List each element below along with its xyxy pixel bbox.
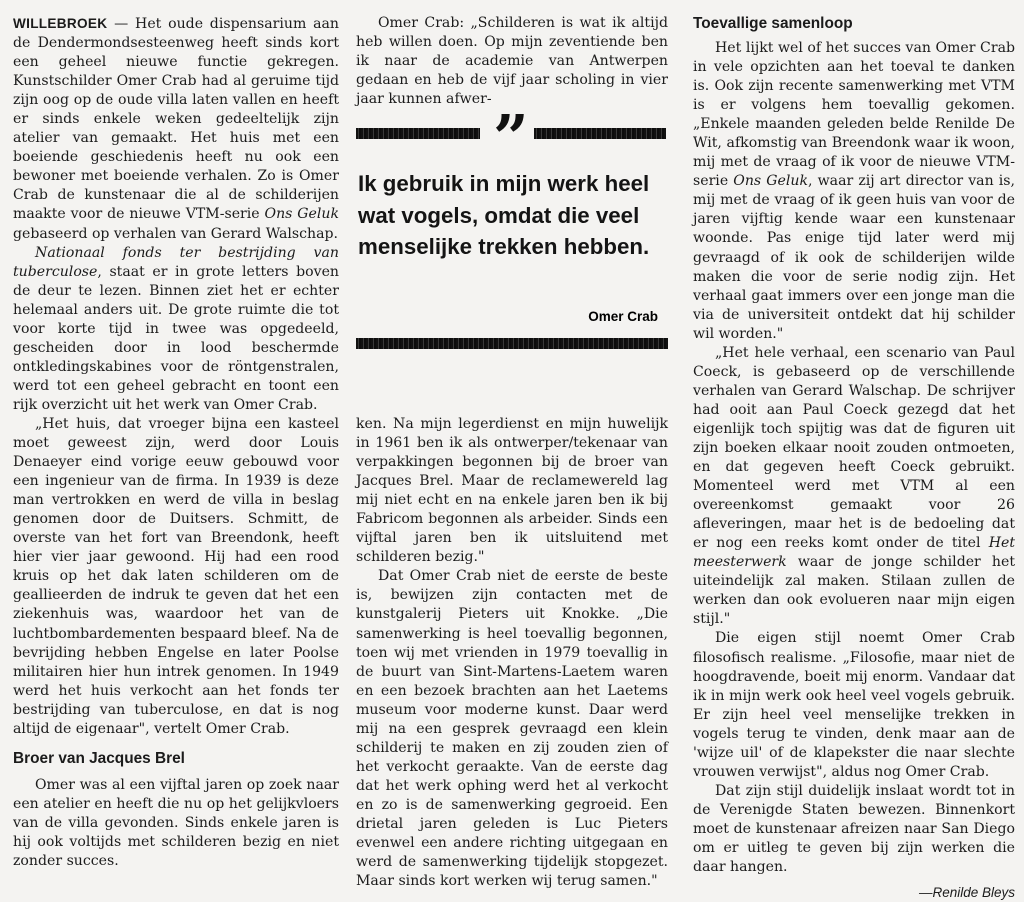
paragraph: Omer Crab: „Schilderen is wat ik altijd heb willen doen. Op mijn zeventiende ben ik naar de academie van Antwerpen gedaan en heb de vijf jaar scholing in vier jaar kunnen afwer- xyxy=(356,15,668,108)
quote-mark-icon: ” xyxy=(493,101,529,174)
paragraph: Die eigen stijl noemt Omer Crab filosofisch realisme. „Filosofie, maar niet de hoogdravende, boeit mij enorm. Vandaar dat ik in mijn werk ook heel veel vogels gebruik. Er zijn heel veel menselijke trekken in vogels terug te vinden, denk maar aan de 'wijze uil' of de klapekster die naar slechte vrouwen verwijst", aldus nog Omer Crab. xyxy=(693,630,1015,780)
subheading: Broer van Jacques Brel xyxy=(13,749,185,767)
paragraph: „Het huis, dat vroeger bijna een kasteel moet geweest zijn, werd door Louis Denaeyer eind vorige eeuw gebouwd voor een ingenieur van de firma. In 1939 is deze man vertrokken en werd de villa in beslag genomen door de Duitsers. Schmitt, de overste van het fort van Breendonk, heeft hier vier jaar gewoond. Hij had een rood kruis op het dak laten schilderen om de geallieerden de indruk te geven dat het een ziekenhuis was, waardoor het van de luchtbombardementen bespaard bleef. Na de bevrijding hebben Engelse en later Poolse militairen hier hun intrek genomen. In 1949 werd het huis verkocht aan het fonds ter bestrijding van tuberculose, en dat is nog altijd de eigenaar", vertelt Omer Crab. xyxy=(13,415,339,737)
article-column-1 xyxy=(13,14,339,871)
decorative-bar xyxy=(356,128,480,139)
dateline: WILLEBROEK xyxy=(13,16,108,31)
decorative-bar xyxy=(534,128,666,139)
paragraph: Nationaal fonds ter bestrijding van tuberculose, staat er in grote letters boven de deur te lezen. Binnen ziet het er echter helemaal anders uit. De grote ruimte die tot voor korte tijd in twee was opgedeeld, gescheiden door in lood beschermde ontkledingskabines voor de röntgenstralen, werd tot een geheel gebracht en toont een rijk overzicht uit het werk van Omer Crab. xyxy=(13,244,339,413)
subheading: Toevallige samenloop xyxy=(693,15,853,32)
pull-quote-text: Ik gebruik in mijn werk heel wat vogels, omdat die veel menselijke trekken hebben. xyxy=(358,171,650,259)
decorative-bar xyxy=(356,338,668,349)
pull-quote-author: Omer Crab xyxy=(588,309,658,324)
lead-paragraph: WILLEBROEK — Het oude dispensarium aan de Dendermondsesteenweg heeft sinds kort een geheel nieuwe functie gekregen. Kunstschilder Omer Crab had al geruime tijd zijn oog op de oude villa laten vallen en heeft er sinds enkele weken gedeeltelijk zijn atelier van gemaakt. Het huis met een boeiende geschiedenis heeft nu ook een bewoner met boeiende verhalen. Zo is Omer Crab de kunstenaar die al de schilderijen maakte voor de nieuwe VTM-serie Ons Geluk gebaseerd op verhalen van Gerard Walschap. xyxy=(13,16,339,242)
author-signature: —Renilde Bleys xyxy=(918,885,1015,901)
article-column-3 xyxy=(693,14,1015,902)
paragraph: „Het hele verhaal, een scenario van Paul Coeck, is gebaseerd op de verschillende verhalen van Gerard Walschap. De schrijver had ooit aan Paul Coeck gezegd dat het eigenlijk toch spijtig was dat de figuren uit zijn boeken elkaar nooit zouden ontmoeten, en dat gegeven heeft Coeck gebruikt. Momenteel werd met VTM al een overeenkomst gemaakt voor 26 afleveringen, maar het is de bedoeling dat er nog een reeks komt onder de titel Het meesterwerk waar de jonge schilder het uiteindelijk zal maken. Stilaan zullen de werken dan ook evolueren naar mijn eigen stijl." xyxy=(693,344,1015,628)
paragraph: Omer was al een vijftal jaren op zoek naar een atelier en heeft die nu op het gelijkvloers van de villa gevonden. Sinds enkele jaren is hij ook voltijds met schilderen bezig en niet zonder succes. xyxy=(13,776,339,869)
article-column-2-top xyxy=(356,14,668,109)
paragraph: Het lijkt wel of het succes van Omer Crab in vele opzichten aan het toeval te danken is. Ook zijn recente samenwerking met VTM is er volgens hem toevallig gekomen. „Enkele maanden geleden belde Renilde De Wit, afkomstig van Breendonk waar ik woon, mij met de vraag of ik voor de nieuwe VTM-serie Ons Geluk, waar zij art director van is, mij met de vraag of ik geen huis van voor de jaren vijftig kende waar een kunstenaar woonde. Pas enige tijd later werd mij gevraagd of ik ook de schilderijen wilde maken die voor de serie nodig zijn. Het verhaal gaat immers over een jonge man die via de universiteit ontdekt dat hij schilder wil worden." xyxy=(693,40,1016,342)
paragraph: Dat Omer Crab niet de eerste de beste is, bewijzen zijn contacten met de kunstgalerij Pieters uit Knokke. „Die samenwerking is heel toevallig begonnen, toen wij met vrienden in 1979 toevallig in de buurt van Sint-Martens-Laetem waren en een bezoek brachten aan het Laetems museum voor moderne kunst. Daar werd mij na een gesprek gevraagd een klein schilderij te maken en zij zouden zien of het verkocht geraakte. Van de eerste dag dat het werk ophing werd het al verkocht en zo is de samenwerking gegroeid. Een drietal jaren geleden is Luc Pieters evenwel een andere richting uitgegaan en werd de samenwerking tijdelijk stopgezet. Maar sinds kort werken wij terug samen." xyxy=(356,568,668,890)
paragraph: ken. Na mijn legerdienst en mijn huwelijk in 1961 ben ik als ontwerper/tekenaar van verpakkingen begonnen bij de broer van Jacques Brel. Maar de reclamewereld lag mij niet echt en na enkele jaren ben ik bij Fabricom begonnen als arbeider. Sinds een vijftal jaren ben ik uitsluitend met schilderen bezig." xyxy=(356,416,668,566)
article-column-2-bottom xyxy=(356,415,668,891)
paragraph: Dat zijn stijl duidelijk inslaat wordt tot in de Verenigde Staten bewezen. Binnenkort moet de kunstenaar afreizen naar San Diego om er uitleg te geven bij zijn werken die daar hangen. xyxy=(693,782,1015,876)
